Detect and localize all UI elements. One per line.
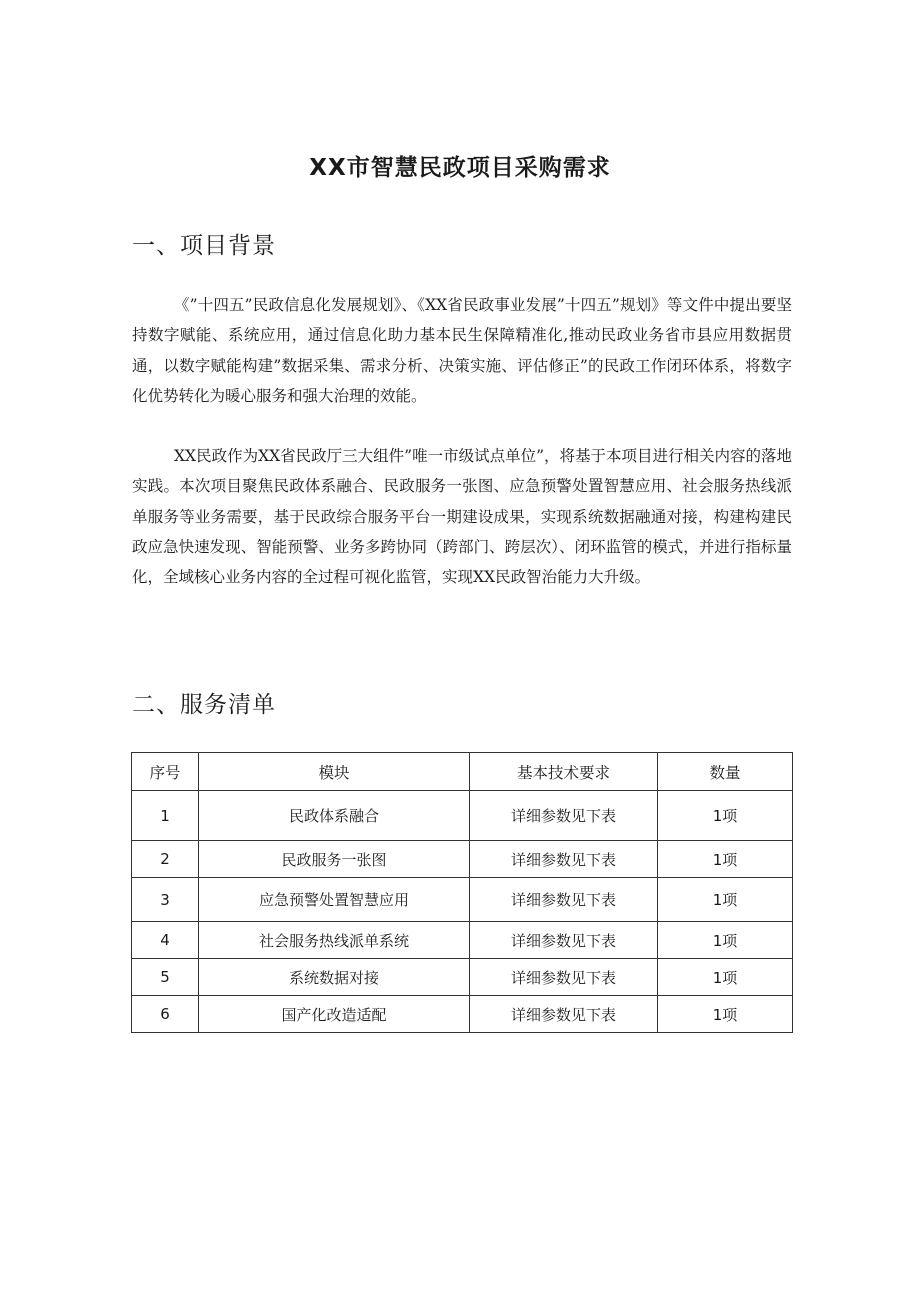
table-row <box>132 791 793 841</box>
cell-module: 民政服务一张图 <box>199 841 470 878</box>
cell-quantity: 1项 <box>658 996 793 1033</box>
cell-index: 5 <box>132 959 199 996</box>
table-row <box>132 922 793 959</box>
background-paragraph-2: XX民政作为XX省民政厅三大组件”唯一市级试点单位”，将基于本项目进行相关内容的落地实践。本次项目聚焦民政体系融合、民政服务一张图、应急预警处置智慧应用、社会服务热线派单服务等业务需要，基于民政综合服务平台一期建设成果，实现系统数据融通对接，构建构建民政应急快速发现、智能预警、业务多跨协同（跨部门、跨层次）、闭环监管的模式，并进行指标量化，全域核心业务内容的全过程可视化监管，实现XX民政智治能力大升级。 <box>132 447 792 587</box>
header-quantity: 数量 <box>658 753 793 791</box>
cell-requirement: 详细参数见下表 <box>470 841 658 878</box>
header-requirement: 基本技术要求 <box>470 753 658 791</box>
cell-module: 社会服务热线派单系统 <box>199 922 470 959</box>
cell-index: 6 <box>132 996 199 1033</box>
header-index: 序号 <box>132 753 199 791</box>
table-row <box>132 878 793 922</box>
section-heading-service-list: 二、服务清单 <box>132 692 276 718</box>
cell-module: 民政体系融合 <box>199 791 470 841</box>
cell-module: 应急预警处置智慧应用 <box>199 878 470 922</box>
cell-module: 国产化改造适配 <box>199 996 470 1033</box>
table-row <box>132 996 793 1033</box>
cell-quantity: 1项 <box>658 791 793 841</box>
document-title: XX市智慧民政项目采购需求 <box>309 155 611 181</box>
table-row <box>132 841 793 878</box>
cell-requirement: 详细参数见下表 <box>470 996 658 1033</box>
cell-index: 1 <box>132 791 199 841</box>
cell-requirement: 详细参数见下表 <box>470 878 658 922</box>
table-header-row <box>132 753 793 791</box>
cell-quantity: 1项 <box>658 841 793 878</box>
section-heading-background: 一、项目背景 <box>132 233 276 259</box>
cell-quantity: 1项 <box>658 922 793 959</box>
service-list-table <box>131 752 793 1033</box>
cell-index: 3 <box>132 878 199 922</box>
cell-requirement: 详细参数见下表 <box>470 922 658 959</box>
cell-index: 4 <box>132 922 199 959</box>
cell-quantity: 1项 <box>658 878 793 922</box>
cell-requirement: 详细参数见下表 <box>470 959 658 996</box>
cell-requirement: 详细参数见下表 <box>470 791 658 841</box>
cell-quantity: 1项 <box>658 959 793 996</box>
table-row <box>132 959 793 996</box>
cell-index: 2 <box>132 841 199 878</box>
header-module: 模块 <box>199 753 470 791</box>
cell-module: 系统数据对接 <box>199 959 470 996</box>
background-paragraph-1: 《”十四五”民政信息化发展规划》、《XX省民政事业发展”十四五”规划》等文件中提出要坚持数字赋能、系统应用，通过信息化助力基本民生保障精准化,推动民政业务省市县应用数据贯通，以数字赋能构建”数据采集、需求分析、决策实施、评估修正”的民政工作闭环体系，将数字化优势转化为暖心服务和强大治理的效能。 <box>132 296 792 405</box>
